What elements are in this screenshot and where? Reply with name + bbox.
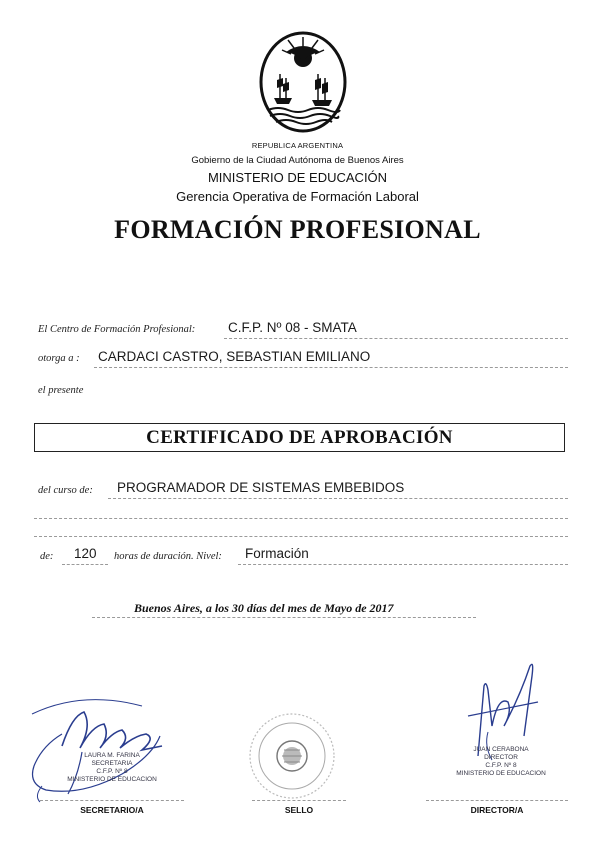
level-value: Formación xyxy=(245,546,309,561)
coat-of-arms-emblem xyxy=(258,30,348,134)
management-line: Gerencia Operativa de Formación Laboral xyxy=(176,189,419,204)
secretary-stamp-line-2: SECRETARIA xyxy=(91,760,133,767)
director-stamp-line-2: DIRECTOR xyxy=(484,754,518,761)
recipient-underline xyxy=(94,367,568,368)
center-label: El Centro de Formación Profesional: xyxy=(38,324,196,335)
course-label: del curso de: xyxy=(38,485,93,496)
director-label: DIRECTOR/A xyxy=(470,805,524,815)
course-value: PROGRAMADOR DE SISTEMAS EMBEBIDOS xyxy=(117,480,405,495)
hours-underline xyxy=(62,564,108,565)
director-stamp-line-1: JUAN CERABONA xyxy=(473,746,529,753)
director-stamp xyxy=(446,746,556,778)
page-title: FORMACIÓN PROFESIONAL xyxy=(114,215,481,244)
secretary-stamp xyxy=(54,752,170,784)
hours-level-label: horas de duración. Nivel: xyxy=(114,551,222,562)
center-value: C.F.P. Nº 08 - SMATA xyxy=(228,320,357,335)
secretary-stamp-line-4: MINISTERIO DE EDUCACION xyxy=(67,776,157,783)
place-date: Buenos Aires, a los 30 días del mes de Mayo de 2017 xyxy=(134,601,394,615)
secretary-line xyxy=(40,800,184,801)
government-line: Gobierno de la Ciudad Autónoma de Buenos Aires xyxy=(191,155,404,166)
secretary-label: SECRETARIO/A xyxy=(80,805,144,815)
place-date-underline xyxy=(92,617,476,618)
secretary-stamp-line-1: LAURA M. FARINA xyxy=(84,752,140,759)
director-stamp-line-4: MINISTERIO DE EDUCACION xyxy=(456,770,546,777)
grants-label: otorga a : xyxy=(38,353,80,364)
director-stamp-line-3: C.F.P. Nº 8 xyxy=(485,762,517,769)
secretary-stamp-line-3: C.F.P. Nº 8 xyxy=(96,768,128,775)
certificate-title: CERTIFICADO DE APROBACIÓN xyxy=(146,427,453,448)
country-line: REPUBLICA ARGENTINA xyxy=(251,141,344,150)
secretary-signature xyxy=(22,686,182,806)
course-underline xyxy=(108,498,568,499)
seal-line xyxy=(252,800,346,801)
present-label: el presente xyxy=(38,385,84,396)
center-underline xyxy=(224,338,568,339)
de-label: de: xyxy=(40,551,54,562)
course-extra-line-1 xyxy=(34,518,568,519)
school-seal xyxy=(246,710,338,802)
hours-value: 120 xyxy=(74,546,97,561)
certificate-title-box xyxy=(34,423,565,452)
course-extra-line-2 xyxy=(34,536,568,537)
seal-label: SELLO xyxy=(284,805,314,815)
recipient-name: CARDACI CASTRO, SEBASTIAN EMILIANO xyxy=(98,349,371,364)
director-line xyxy=(426,800,568,801)
level-underline xyxy=(238,564,568,565)
ministry-line: MINISTERIO DE EDUCACIÓN xyxy=(207,170,388,185)
